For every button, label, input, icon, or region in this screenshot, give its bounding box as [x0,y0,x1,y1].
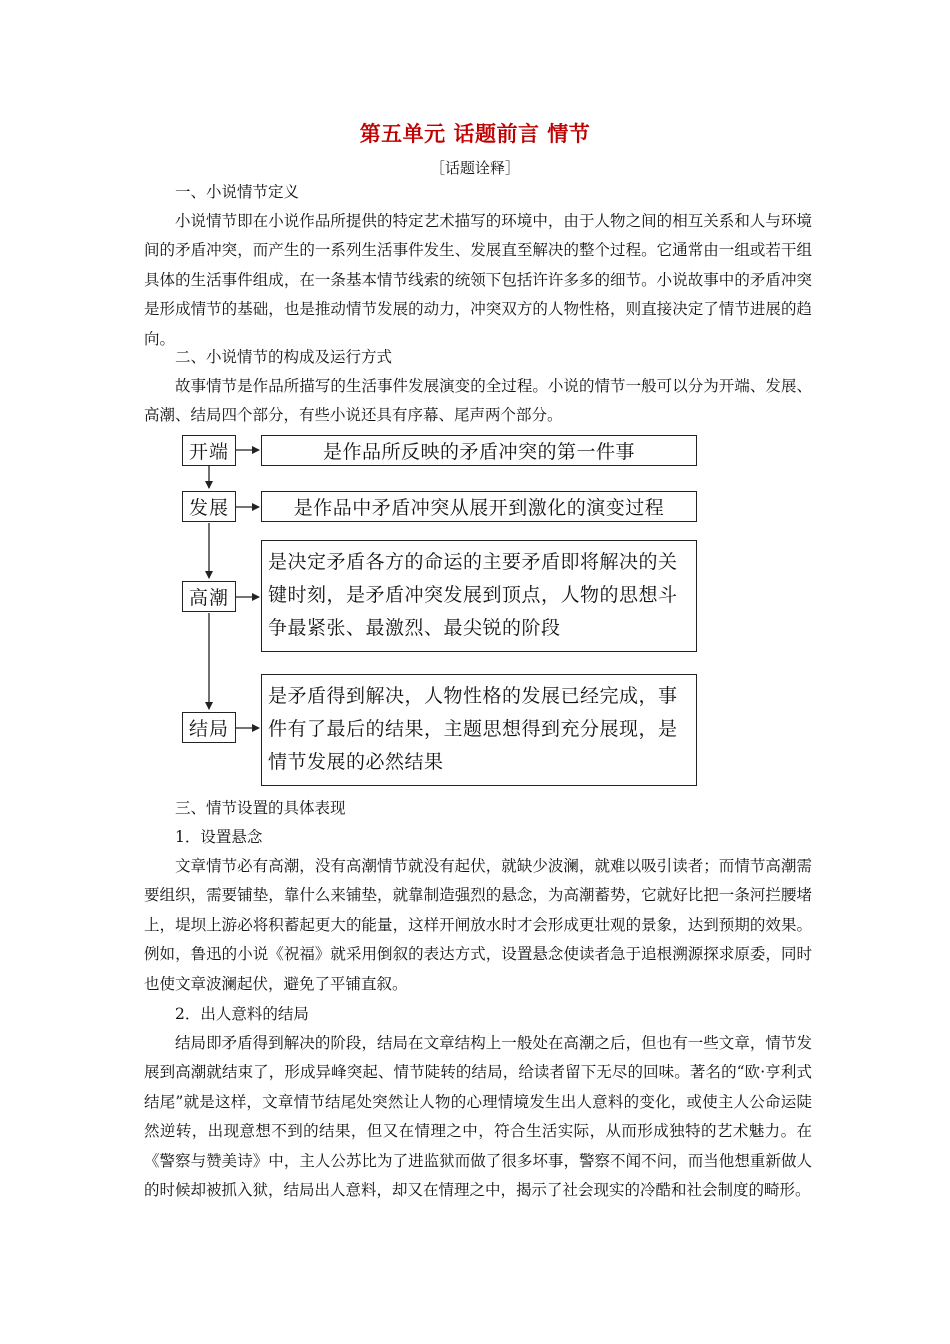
stage-label-climax: 高潮 [182,581,236,612]
section3-sub1-heading: 1．设置悬念 [175,828,263,846]
stage-desc-development: 是作品中矛盾冲突从展开到激化的演变过程 [261,491,697,522]
stage-label-ending: 结局 [182,712,236,743]
section3-sub1-paragraph: 文章情节必有高潮，没有高潮情节就没有起伏，就缺少波澜，就难以吸引读者；而情节高潮需要组织，需要铺垫，靠什么来铺垫，就靠制造强烈的悬念，为高潮蓄势，它就好比把一条河拦腰堵上，堤坝上游必将积蓄起更大的能量，这样开闸放水时才会形成更壮观的景象，达到预期的效果。例如，鲁迅的小说《祝福》就采用倒叙的表达方式，设置悬念使读者急于追根溯源探求原委，同时也使文章波澜起伏，避免了平铺直叙。 [144,857,812,993]
section2-heading: 二、小说情节的构成及运行方式 [175,348,393,366]
stage-desc-climax: 是决定矛盾各方的命运的主要矛盾即将解决的关键时刻，是矛盾冲突发展到顶点，人物的思想斗争最紧张、最激烈、最尖锐的阶段 [261,540,697,652]
section3-heading: 三、情节设置的具体表现 [175,799,346,817]
stage-desc-opening: 是作品所反映的矛盾冲突的第一件事 [261,435,697,466]
section3-sub2-paragraph: 结局即矛盾得到解决的阶段，结局在文章结构上一般处在高潮之后，但也有一些文章，情节发展到高潮就结束了，形成异峰突起、情节陡转的结局，给读者留下无尽的回味。著名的“欧·亨利式结尾”就是这样，文章情节结尾处突然让人物的心理情境发生出人意料的变化，或使主人公命运陡然逆转，出现意想不到的结果，但又在情理之中，符合生活实际，从而形成独特的艺术魅力。在《警察与赞美诗》中，主人公苏比为了进监狱而做了很多坏事，警察不闻不问，而当他想重新做人的时候却被抓入狱，结局出人意料，却又在情理之中，揭示了社会现实的冷酷和社会制度的畸形。 [144,1034,812,1200]
stage-label-development: 发展 [182,491,236,522]
section2-paragraph: 故事情节是作品所描写的生活事件发展演变的全过程。小说的情节一般可以分为开端、发展、高潮、结局四个部分，有些小说还具有序幕、尾声两个部分。 [144,377,812,425]
section1-heading: 一、小说情节定义 [175,183,300,201]
stage-label-opening: 开端 [182,435,236,466]
section1-paragraph: 小说情节即在小说作品所提供的特定艺术描写的环境中，由于人物之间的相互关系和人与环境间的矛盾冲突，而产生的一系列生活事件发生、发展直至解决的整个过程。它通常由一组或若干组具体的生活事件组成，在一条基本情节线索的统领下包括许许多多的细节。小说故事中的矛盾冲突是形成情节的基础，也是推动情节发展的动力，冲突双方的人物性格，则直接决定了情节进展的趋向。 [144,212,812,348]
unit-title: 第五单元 话题前言 情节 [359,121,591,146]
stage-desc-ending: 是矛盾得到解决，人物性格的发展已经完成，事件有了最后的结果，主题思想得到充分展现，是情节发展的必然结果 [261,674,697,786]
topic-subtitle: ［话题诠释］ [429,159,520,177]
section3-sub2-heading: 2．出人意料的结局 [175,1005,309,1023]
